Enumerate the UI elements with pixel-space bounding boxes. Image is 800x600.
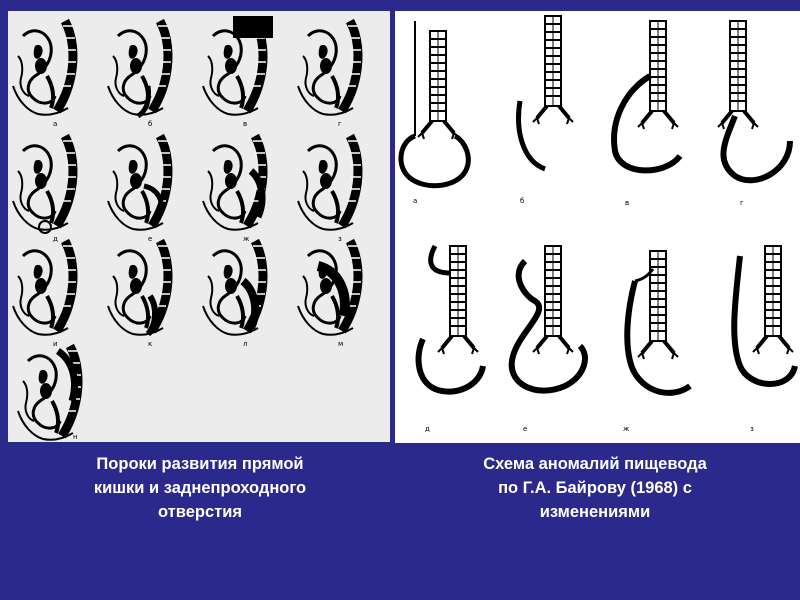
esophagus-diagram-a (401, 21, 468, 205)
esophagus-diagram-d (419, 246, 483, 433)
caption-right-line-3: изменениями (539, 503, 651, 521)
svg-text:е: е (148, 235, 153, 243)
caption-right-line-1: Схема аномалий пищевода (483, 455, 707, 473)
svg-text:з: з (750, 425, 754, 433)
rectal-anomalies-figure (8, 11, 390, 442)
caption-left-line-2: кишки и заднепроходного (93, 479, 307, 497)
esophagus-diagram-z (734, 246, 795, 433)
svg-text:ж: ж (243, 235, 250, 243)
caption-esophagus-anomalies (410, 452, 780, 524)
svg-text:к: к (148, 340, 153, 348)
esophagus-diagram-v (614, 21, 680, 207)
rectal-diagram-m (298, 241, 361, 348)
svg-text:д: д (53, 235, 58, 243)
rectal-diagram-z (298, 136, 361, 243)
svg-text:е: е (523, 425, 528, 433)
svg-text:ж: ж (623, 425, 630, 433)
caption-left-line-3: отверстия (158, 503, 242, 521)
rectal-diagram-a (13, 21, 76, 128)
rectal-anomalies-drawings (8, 11, 390, 442)
esophagus-diagram-zh (623, 251, 690, 433)
esophagus-diagram-g (718, 21, 790, 207)
svg-text:в: в (243, 120, 248, 128)
svg-text:н: н (73, 433, 78, 441)
svg-text:г: г (740, 199, 744, 207)
rectal-diagram-v (203, 16, 273, 128)
svg-text:м: м (338, 340, 344, 348)
svg-text:г: г (338, 120, 342, 128)
esophagus-diagram-b (519, 16, 573, 205)
rectal-diagram-k (108, 241, 171, 348)
caption-left-line-1: Пороки развития прямой (96, 455, 304, 473)
caption-right-line-2: по Г.А. Байрову (1968) с (498, 479, 692, 497)
svg-text:л: л (243, 340, 248, 348)
rectal-diagram-n (18, 346, 81, 441)
esophagus-diagram-e (512, 246, 585, 433)
svg-text:б: б (148, 120, 153, 128)
rectal-diagram-d (13, 136, 76, 243)
rectal-diagram-i (13, 241, 76, 348)
caption-rectal-anomalies (30, 452, 370, 524)
esophagus-anomalies-drawings (395, 11, 800, 443)
svg-text:и: и (53, 340, 58, 348)
esophagus-anomalies-figure (395, 11, 800, 443)
label-a: а (53, 120, 58, 128)
svg-text:д: д (425, 425, 430, 433)
svg-text:в: в (625, 199, 630, 207)
rectal-diagram-zh (203, 136, 266, 243)
rectal-diagram-e (108, 136, 171, 243)
rectal-diagram-l (203, 241, 266, 348)
svg-text:б: б (520, 197, 525, 205)
rectal-diagram-g (298, 21, 361, 128)
svg-text:а: а (413, 197, 418, 205)
svg-text:з: з (338, 235, 342, 243)
rectal-diagram-b (108, 21, 171, 128)
